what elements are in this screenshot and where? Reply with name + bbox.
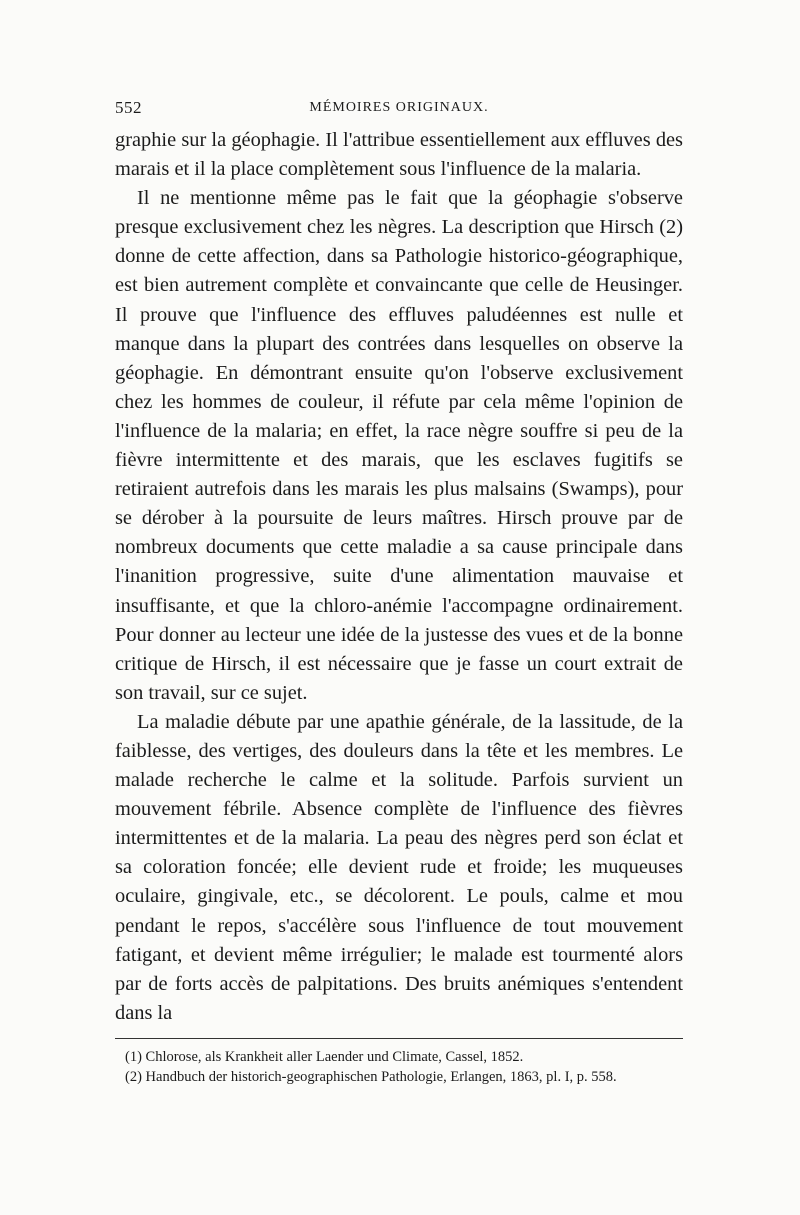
running-title: MÉMOIRES ORIGINAUX. (309, 100, 489, 115)
page-header (115, 98, 683, 126)
footnote: (1) Chlorose, als Krankheit aller Laender und Climate, Cassel, 1852. (125, 1048, 524, 1065)
page (115, 98, 683, 1087)
footnote-rule (115, 1038, 683, 1039)
footnotes (115, 1047, 683, 1087)
paragraph-continued: graphie sur la géophagie. Il l'attribue essentiellement aux effluves des marais et il la place complètement sous l'influence de la malaria. (115, 129, 683, 181)
footnote: (2) Handbuch der historich-geographischen Pathologie, Erlangen, 1863, pl. I, p. 558. (125, 1068, 617, 1085)
paragraph: La maladie débute par une apathie générale, de la lassitude, de la faiblesse, des vertiges, des douleurs dans la tête et les membres. Le malade recherche le calme et la solitude. Parfois survient un mouvement fébrile. Absence complète de l'influence des fièvres intermittentes et de la malaria. La peau des nègres perd son éclat et sa coloration foncée; elle devient rude et froide; les muqueuses oculaire, gingivale, etc., se décolorent. Le pouls, calme et mou pendant le repos, s'accélère sous l'influence de tout mouvement fatigant, et devient même irrégulier; le malade est tourmenté alors par de forts accès de palpitations. Des bruits anémiques s'entendent dans la (115, 710, 683, 1024)
paragraph: Il ne mentionne même pas le fait que la géophagie s'observe presque exclusivement chez les nègres. La description que Hirsch (2) donne de cette affection, dans sa Pathologie historico-géographique, est bien autrement complète et convaincante que celle de Heusinger. Il prouve que l'influence des effluves paludéennes est nulle et manque dans la plupart des contrées dans lesquelles on observe la géophagie. En démontrant ensuite qu'on l'observe exclusivement chez les hommes de couleur, il réfute par cela même l'opinion de l'influence de la malaria; en effet, la race nègre souffre si peu de la fièvre intermittente et des marais, que les esclaves fugitifs se retiraient autrefois dans les marais les plus malsains (Swamps), pour se dérober à la poursuite de leurs maîtres. Hirsch prouve par de nombreux documents que cette maladie a sa cause principale dans l'inanition progressive, suite d'une alimentation mauvaise et insuffisante, et que la chloro-anémie l'accompagne ordinairement. Pour donner au lecteur une idée de la justesse des vues et de la bonne critique de Hirsch, il est nécessaire que je fasse un court extrait de son travail, sur ce sujet. (115, 187, 683, 704)
page-number: 552 (115, 98, 142, 117)
body-text (115, 126, 683, 1028)
